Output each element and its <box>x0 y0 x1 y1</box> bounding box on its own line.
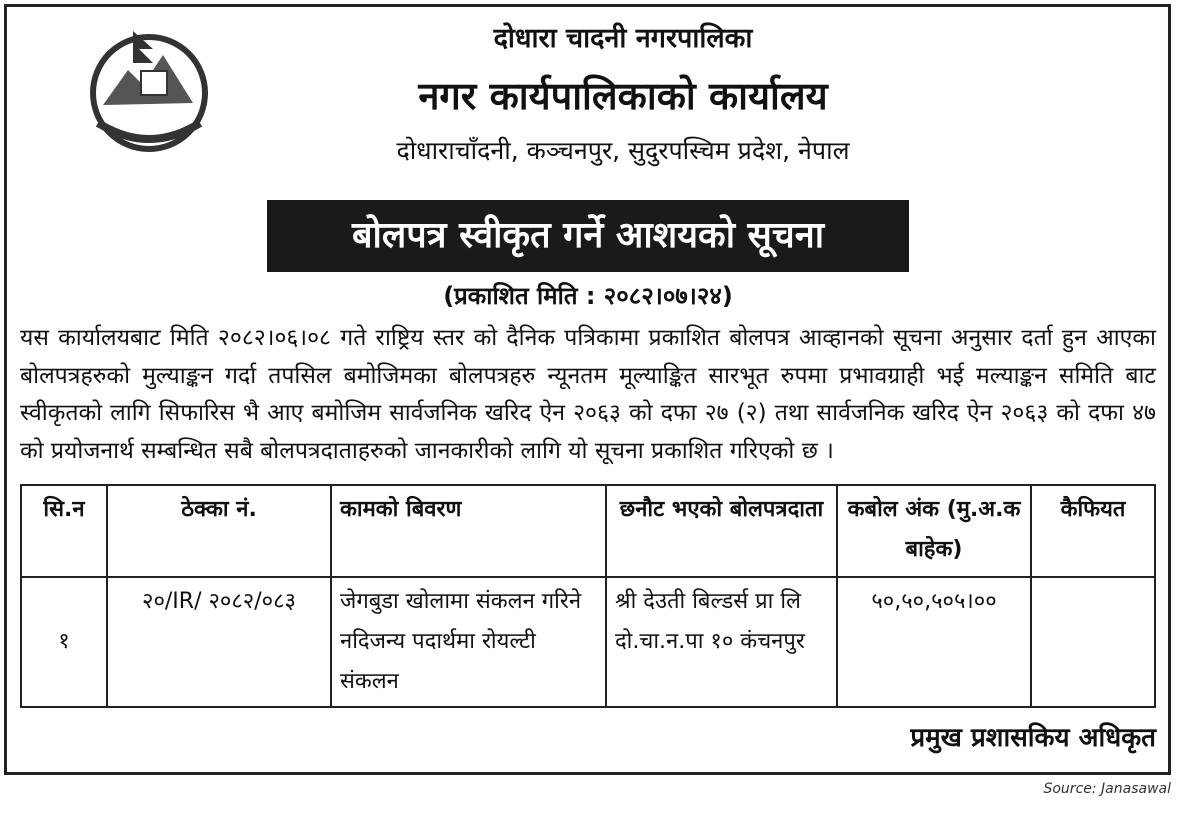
cell-sn: १ <box>21 577 107 707</box>
cell-amount: ५०,५०,५०५।०० <box>837 577 1031 707</box>
table-row <box>21 577 1155 707</box>
cell-work: जेगबुडा खोलामा संकलन गरिने नदिजन्य पदार्थमा रोयल्टी संकलन <box>331 577 606 707</box>
table-header-row <box>21 485 1155 577</box>
bid-table <box>20 484 1156 708</box>
published-date: (प्रकाशित मिति : २०८२।०७।२४) <box>443 282 733 310</box>
municipality-name: दोधारा चादनी नगरपालिका <box>493 23 753 54</box>
cell-remarks <box>1031 577 1155 707</box>
source-credit: Source: Janasawal <box>1043 781 1171 797</box>
notice-header <box>20 17 1156 192</box>
cell-contract: २०/IR/ २०८२/०८३ <box>107 577 331 707</box>
signatory-title: प्रमुख प्रशासकिय अधिकृत <box>910 723 1156 753</box>
col-sn: सि.न <box>21 485 107 577</box>
office-address: दोधाराचाँदनी, कञ्चनपुर, सुदुरपस्चिम प्रदेश, नेपाल <box>396 136 850 165</box>
nepal-government-emblem <box>83 25 215 155</box>
office-name: नगर कार्यपालिकाको कार्यालय <box>418 74 828 118</box>
notice-border <box>4 4 1171 775</box>
col-bidder: छनौट भएको बोलपत्रदाता <box>606 485 837 577</box>
cell-bidder: श्री देउती बिल्डर्स प्रा लि दो.चा.न.पा १० कंचनपुर <box>606 577 837 707</box>
col-amount: कबोल अंक (मु.अ.क बाहेक) <box>837 485 1031 577</box>
col-contract: ठेक्का नं. <box>107 485 331 577</box>
notice-title: बोलपत्र स्वीकृत गर्ने आशयको सूचना <box>267 200 909 272</box>
col-work: कामको बिवरण <box>331 485 606 577</box>
notice-body: यस कार्यालयबाट मिति २०८२।०६।०८ गते राष्ट्रिय स्तर को दैनिक पत्रिकामा प्रकाशित बोलपत्र आव्हानको सूचना अनुसार दर्ता हुन आएका बोलपत्रहरुको मुल्याङ्कन गर्दा तपसिल बमोजिमका बोलपत्रहरु न्यूनतम मूल्याङ्कित सारभूत रुपमा प्रभावग्राही भई मल्याङ्कन समिति बाट स्वीकृतको लागि सिफारिस भै आए बमोजिम सार्वजनिक खरिद ऐन २०६३ को दफा २७ (२) तथा सार्वजनिक खरिद ऐन २०६३ को दफा ४७ को प्रयोजनार्थ सम्बन्धित सबै बोलपत्रदाताहरुको जानकारीको लागि यो सूचना प्रकाशित गरिएको छ । <box>20 325 1156 464</box>
col-remarks: कैफियत <box>1031 485 1155 577</box>
